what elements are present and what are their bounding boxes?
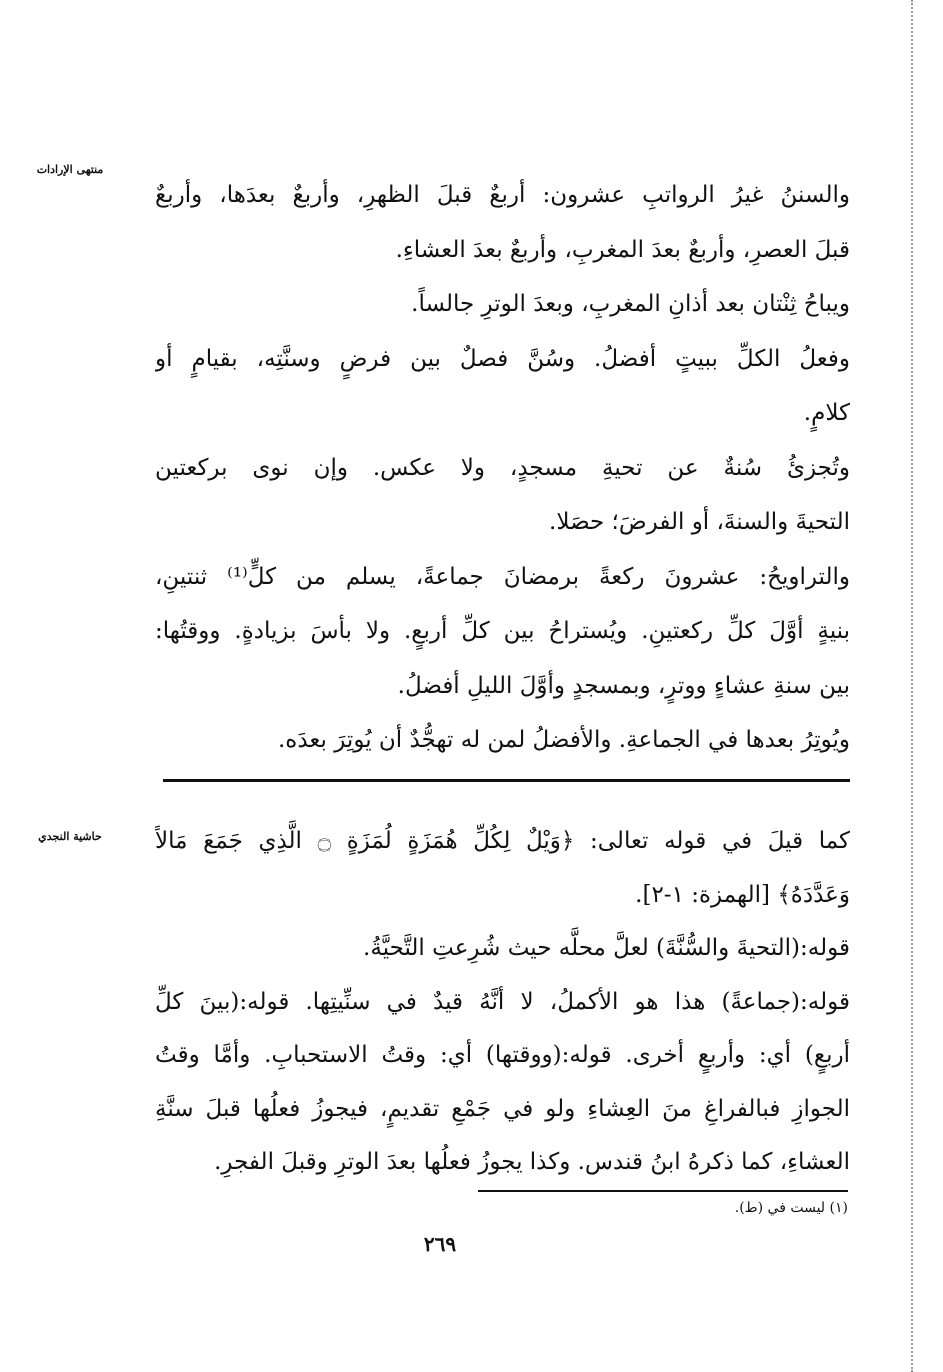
main-text-line: ويُوتِرُ بعدها في الجماعةِ. والأفضلُ لمن له تهجُّدٌ أن يُوتِرَ بعدَه. [277, 727, 850, 753]
main-text-line: والسننُ غيرُ الرواتبِ عشرون: أربعٌ قبلَ الظهرِ، وأربعٌ بعدَها، وأربعٌ [155, 182, 850, 208]
hashiya-text-line: أربعٍ) أي: وأربعٍ أخرى. قوله:(ووقتها) أي: وقتُ الاستحبابِ. وأمَّا وقتُ [155, 1042, 850, 1068]
hashiya-text-line: الجوازِ فبالفراغِ منَ العِشاءِ ولو في جَمْعِ تقديمٍ، فيجوزُ فعلُها قبلَ سنَّةِ [155, 1095, 850, 1122]
main-text-separator-rule [163, 779, 850, 782]
hashiya-text-line: وَعَدَّدَهُ﴾ [الهمزة: ١-٢]. [635, 881, 850, 908]
main-text-line: كلامٍ. [803, 400, 850, 426]
footnote-separator-rule [478, 1190, 848, 1192]
main-text-line: التحيةَ والسنةَ، أو الفرضَ؛ حصَلا. [549, 509, 850, 535]
side-label-main-book: منتهى الإرادات [36, 163, 104, 176]
hashiya-text-block [155, 815, 850, 1190]
page-number: ٢٦٩ [423, 1232, 457, 1256]
hashiya-text-line: قوله:(التحيةَ والسُّنَّةَ) لعلَّ محلَّه حيث شُرِعتِ التَّحيَّةُ. [363, 935, 850, 961]
hashiya-text-line: العشاءِ، كما ذكرهُ ابنُ قندس. وكذا يجوزُ فعلُها بعدَ الوترِ وقبلَ الفجرِ. [214, 1149, 850, 1175]
main-text-line: بين سنةِ عشاءٍ ووترٍ، وبمسجدٍ وأوَّلَ الليلِ أفضلُ. [397, 672, 850, 699]
footnote: (١) ليست في (ط). [734, 1200, 848, 1216]
side-label-hashiya: حاشية النجدي [38, 830, 102, 843]
main-text-line: وفعلُ الكلِّ ببيتٍ أفضلُ. وسُنَّ فصلٌ بين فرضٍ وسنَّتِه، بقيامٍ أو [155, 345, 850, 372]
hashiya-text-line: كما قيلَ في قوله تعالى: ﴿وَيْلٌ لِكُلِّ هُمَزَةٍ لُمَزَةٍ ۝ الَّذِي جَمَعَ مَالاً [155, 828, 850, 854]
main-text-line: والتراويحُ: عشرونَ ركعةً برمضانَ جماعةً، يسلم من كلٍّ⁽¹⁾ ثنتينِ، [155, 563, 850, 590]
page-edge-dotted-line [911, 0, 913, 1372]
main-text-line: وتُجزئُ سُنةٌ عن تحيةِ مسجدٍ، ولا عكس. وإن نوى بركعتين [155, 454, 850, 481]
main-text-line: قبلَ العصرِ، وأربعٌ بعدَ المغربِ، وأربعٌ بعدَ العشاءِ. [395, 236, 850, 263]
hashiya-text-line: قوله:(جماعةً) هذا هو الأكملُ، لا أنَّهُ قيدٌ في سنِّيتِها. قوله:(بينَ كلِّ [155, 988, 850, 1015]
main-text-line: بنيةٍ أوَّلَ كلِّ ركعتينِ. ويُستراحُ بين كلِّ أربعٍ. ولا بأسَ بزيادةٍ. ووقتُها: [155, 618, 850, 644]
main-text-line: ويباحُ ثِنْتان بعد أذانِ المغربِ، وبعدَ الوترِ جالساً. [411, 291, 850, 317]
main-text-block [155, 168, 850, 768]
